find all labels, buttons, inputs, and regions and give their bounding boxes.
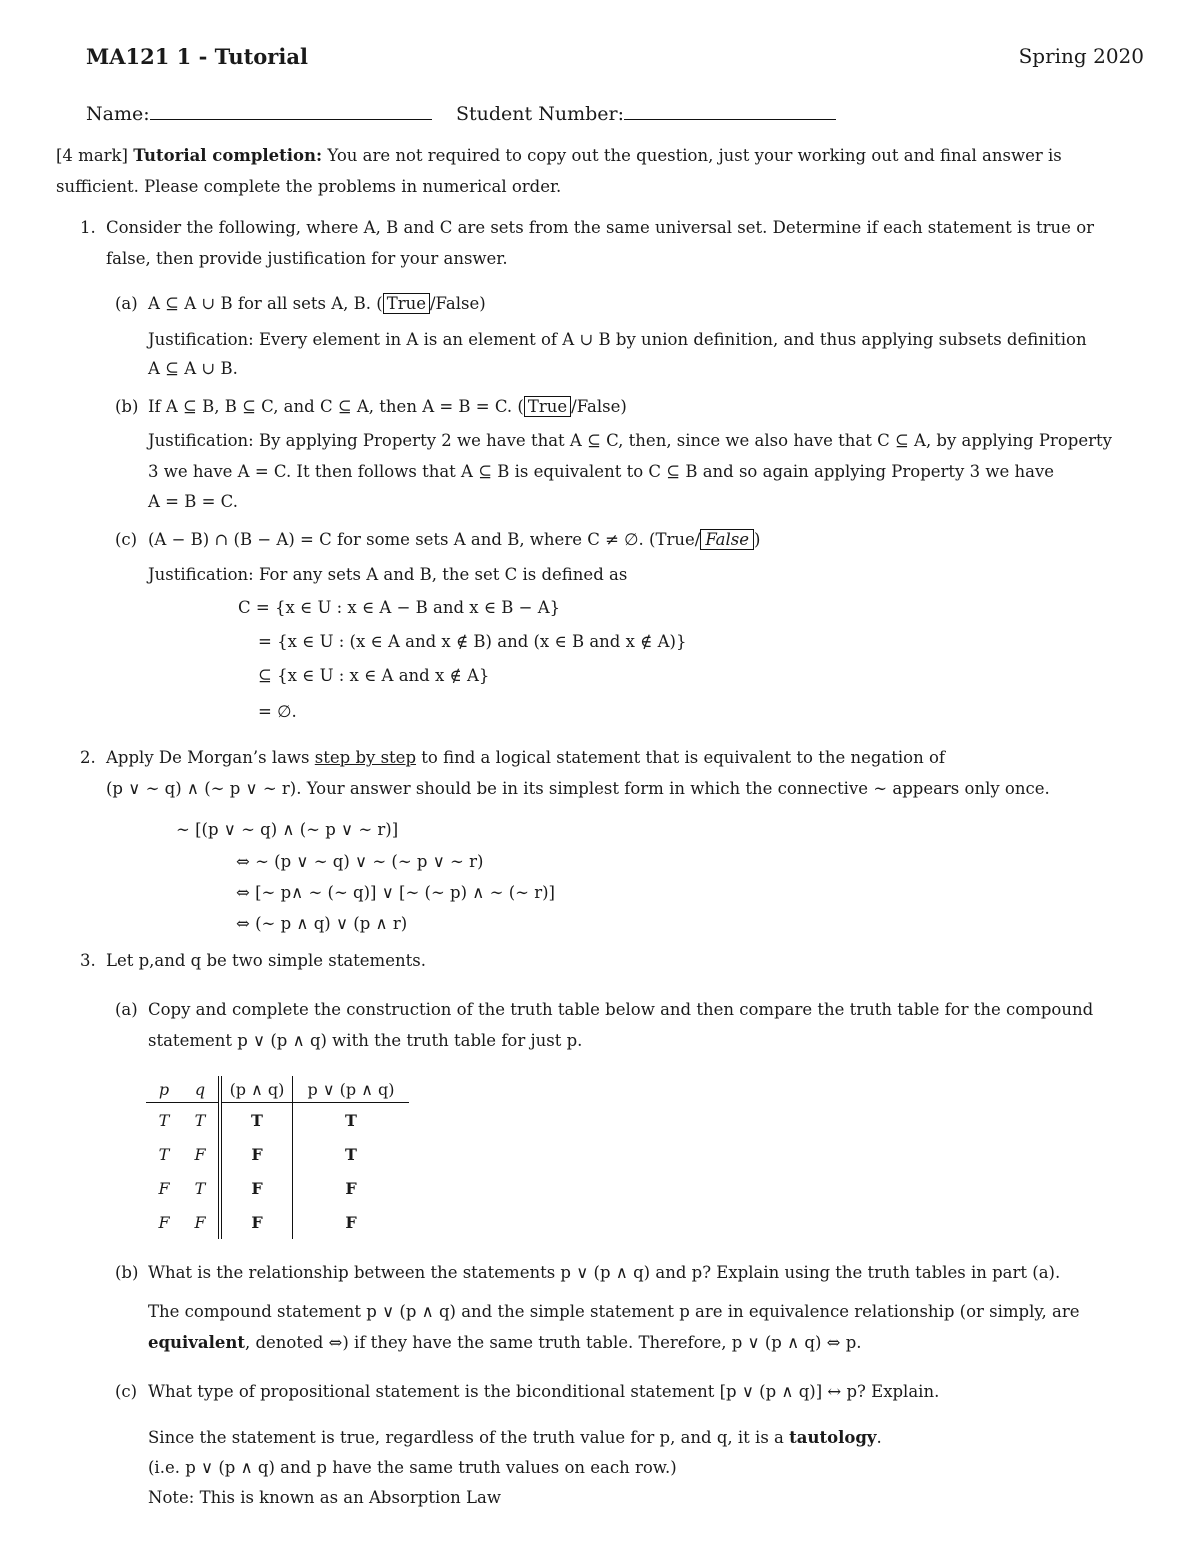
q1b-statement: If A ⊆ B, B ⊆ C, and C ⊆ A, then A = B = C. [148,397,513,416]
q2-step-3: ⇔ [∼ p∧ ∼ (∼ q)] ∨ [∼ (∼ p) ∧ ∼ (∼ r)] [236,883,555,902]
q3c-answer-1 [148,1428,882,1448]
q1c-eq-1: C = {x ∈ U : x ∈ A − B and x ∈ B − A} [238,598,561,617]
completion-label: Tutorial completion: [133,146,323,165]
cell: T [345,1110,357,1130]
q1a-statement: A ⊆ A ∪ B for all sets A, B. [148,294,371,313]
q3b-bold: equivalent [148,1333,245,1352]
student-number-row [456,101,836,126]
name-blank [150,101,432,120]
q1-line-1: Consider the following, where A, B and C are sets from the same universal set. Determine if each statement is true or [106,218,1095,237]
semester: Spring 2020 [1018,44,1144,68]
q1b-statement-row [148,397,627,417]
q3b-answer-2 [148,1333,862,1353]
q2-line-1 [106,748,945,768]
q1a-option: /False) [429,294,486,313]
cell: F [220,1137,293,1171]
cell: F [345,1212,357,1232]
header-p-and-q: (p ∧ q) [220,1076,293,1103]
q1b-just-3: A = B = C. [148,492,238,511]
q3c-bold: tautology [789,1428,877,1447]
q1c-eq-3: ⊆ {x ∈ U : x ∈ A and x ∉ A} [258,666,490,685]
q2-step-4: ⇔ (∼ p ∧ q) ∨ (p ∧ r) [236,914,408,933]
q3a-line-2: statement p ∨ (p ∧ q) with the truth table for just p. [148,1031,583,1050]
q1b-answer-box: True [524,396,571,417]
q3c-answer-3: Note: This is known as an Absorption Law [148,1488,501,1507]
q2-number: 2. [80,748,96,767]
q1c-label: (c) [115,530,138,549]
cell: T [158,1110,170,1130]
cell: T [182,1171,220,1205]
intro-line-2: sufficient. Please complete the problems in numerical order. [56,177,562,196]
cell: F [158,1178,170,1198]
name-row [86,101,432,126]
q3a-line-1: Copy and complete the construction of the truth table below and then compare the truth table for the compound [148,1000,1094,1019]
student-number-label: Student Number: [456,103,624,125]
q3b-rest: , denoted ⇔) if they have the same truth table. Therefore, p ∨ (p ∧ q) ⇔ p. [244,1333,862,1352]
q1-line-2: false, then provide justification for your answer. [106,249,508,268]
q2-line-2: (p ∨ ∼ q) ∧ (∼ p ∨ ∼ r). Your answer should be in its simplest form in which the connective ∼ appears only once. [106,779,1050,798]
cell: T [182,1103,220,1138]
truth-table [146,1076,409,1239]
q1c-statement: (A − B) ∩ (B − A) = C for some sets A and B, where C ≠ ∅. [148,530,644,549]
q1b-label: (b) [115,397,139,416]
q3b-question: What is the relationship between the statements p ∨ (p ∧ q) and p? Explain using the truth tables in part (a). [148,1263,1061,1282]
q1c-answer-box: False [700,529,754,550]
q2-underlined: step by step [314,748,417,767]
q1-number: 1. [80,218,96,237]
cell: F [345,1178,357,1198]
q1a-paren: ( [376,294,383,313]
course-title: MA121 1 - Tutorial [86,44,308,69]
q2-step-1: ∼ [(p ∨ ∼ q) ∧ (∼ p ∨ ∼ r)] [176,820,399,839]
cell: F [182,1137,220,1171]
intro-text: You are not required to copy out the question, just your working out and final answer is [327,146,1062,165]
q1c-paren: ) [754,530,761,549]
cell: F [220,1205,293,1239]
q1b-just-2: 3 we have A = C. It then follows that A ⊆ B is equivalent to C ⊆ B and so again applying Property 3 we have [148,462,1055,481]
q1a-statement-row [148,294,486,314]
mark-label: [4 mark] [56,146,128,165]
header-p-or-p-and-q: p ∨ (p ∧ q) [293,1076,410,1103]
cell: F [182,1205,220,1239]
student-number-blank [624,101,836,120]
cell: T [220,1103,293,1138]
cell: T [158,1144,170,1164]
cell: T [345,1144,357,1164]
q3b-answer-1: The compound statement p ∨ (p ∧ q) and the simple statement p are in equivalence relationship (or simply, are [148,1302,1080,1321]
q1a-answer-box: True [383,293,430,314]
q1b-paren: ( [517,397,524,416]
cell: F [220,1171,293,1205]
q3a-label: (a) [115,1000,138,1019]
header-p: p [146,1076,182,1103]
q3c-label: (c) [115,1382,138,1401]
q1a-label: (a) [115,294,138,313]
q1c-eq-4: = ∅. [258,702,297,721]
q2-text-b: to find a logical statement that is equivalent to the negation of [421,748,946,767]
truth-table-header [146,1076,409,1103]
q1c-option: (True/ [649,530,701,549]
q3c-question: What type of propositional statement is the biconditional statement [p ∨ (p ∧ q)] ↔ p? Explain. [148,1382,940,1401]
q1c-eq-2: = {x ∈ U : (x ∈ A and x ∉ B) and (x ∈ B and x ∉ A)} [258,632,687,651]
q3-number: 3. [80,951,96,970]
q3c-text: Since the statement is true, regardless of the truth value for p, and q, it is a [148,1428,784,1447]
q1a-just-1: Justification: Every element in A is an element of A ∪ B by union definition, and thus applying subsets definition [148,330,1087,349]
header-q: q [182,1076,220,1103]
q1c-statement-row [148,530,760,550]
q1a-just-2: A ⊆ A ∪ B. [148,359,238,378]
q2-text-a: Apply De Morgan’s laws [106,748,310,767]
q1b-just-1: Justification: By applying Property 2 we have that A ⊆ C, then, since we also have that C ⊆ A, by applying Property [148,431,1112,450]
table-row [146,1171,409,1205]
name-label: Name: [86,103,150,125]
table-row [146,1205,409,1239]
intro-line-1 [56,146,1062,166]
table-row [146,1137,409,1171]
q3b-label: (b) [115,1263,139,1282]
q2-step-2: ⇔ ∼ (p ∨ ∼ q) ∨ ∼ (∼ p ∨ ∼ r) [236,852,484,871]
q3c-end: . [876,1428,882,1447]
q3c-answer-2: (i.e. p ∨ (p ∧ q) and p have the same truth values on each row.) [148,1458,677,1477]
table-row [146,1103,409,1138]
q3-line-1: Let p,and q be two simple statements. [106,951,426,970]
q1c-just-1: Justification: For any sets A and B, the set C is defined as [148,565,628,584]
q1b-option: /False) [571,397,627,416]
cell: F [158,1212,170,1232]
